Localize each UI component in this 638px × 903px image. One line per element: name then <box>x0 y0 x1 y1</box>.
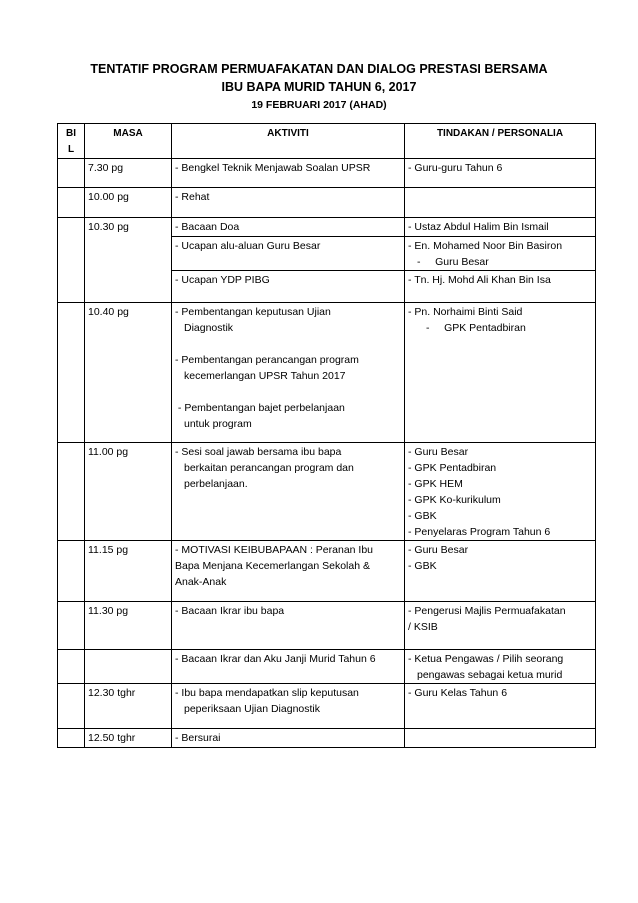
document-title-line-2: IBU BAPA MURID TAHUN 6, 2017 <box>221 80 417 94</box>
aktiviti-cell: - Ucapan YDP PIBG <box>172 271 405 303</box>
aktiviti-line: - Pembentangan keputusan Ujian <box>175 306 331 318</box>
tindakan-line: - GBK <box>408 510 437 522</box>
masa-cell: 10.30 pg <box>85 218 172 303</box>
tindakan-line: - Penyelaras Program Tahun 6 <box>408 526 551 538</box>
table-row <box>58 650 596 684</box>
tindakan-cell <box>405 188 596 218</box>
aktiviti-cell <box>172 541 405 602</box>
table-row <box>58 303 596 443</box>
header-bil-part-1: BI <box>66 128 76 139</box>
schedule-table <box>57 123 596 748</box>
bil-cell <box>58 218 85 303</box>
tindakan-line: - Pengerusi Majlis Permuafakatan <box>408 605 566 617</box>
aktiviti-cell: - Bacaan Ikrar dan Aku Janji Murid Tahun 6 <box>172 650 405 684</box>
tindakan-line: - Guru Besar <box>408 446 469 458</box>
table-row <box>58 541 596 602</box>
table-row <box>58 159 596 188</box>
tindakan-line: - Pn. Norhaimi Binti Said <box>408 306 523 318</box>
aktiviti-line: - Sesi soal jawab bersama ibu bapa <box>175 446 342 458</box>
bil-cell <box>58 443 85 541</box>
bil-cell <box>58 541 85 602</box>
tindakan-line: - Guru Besar <box>408 544 469 556</box>
table-row <box>58 729 596 748</box>
tindakan-cell: - Guru-guru Tahun 6 <box>405 159 596 188</box>
tindakan-cell: - Tn. Hj. Mohd Ali Khan Bin Isa <box>405 271 596 303</box>
aktiviti-line: kecemerlangan UPSR Tahun 2017 <box>184 370 346 382</box>
document-date: 19 FEBRUARI 2017 (AHAD) <box>251 99 387 111</box>
masa-cell <box>85 650 172 684</box>
table-row <box>58 218 596 237</box>
aktiviti-cell: - Bersurai <box>172 729 405 748</box>
tindakan-cell <box>405 602 596 650</box>
bil-cell <box>58 188 85 218</box>
aktiviti-line: peperiksaan Ujian Diagnostik <box>184 703 320 715</box>
masa-cell: 10.00 pg <box>85 188 172 218</box>
masa-cell: 12.30 tghr <box>85 684 172 729</box>
tindakan-cell <box>405 237 596 271</box>
bil-cell <box>58 650 85 684</box>
masa-cell: 11.15 pg <box>85 541 172 602</box>
aktiviti-line: - MOTIVASI KEIBUBAPAAN : Peranan Ibu <box>175 544 374 556</box>
aktiviti-cell <box>172 684 405 729</box>
bil-cell <box>58 159 85 188</box>
tindakan-line: - GPK Ko-kurikulum <box>408 494 501 506</box>
document-title-line-1: TENTATIF PROGRAM PERMUAFAKATAN DAN DIALOG PRESTASI BERSAMA <box>90 62 548 76</box>
aktiviti-line: - Pembentangan bajet perbelanjaan <box>175 402 345 414</box>
spacer <box>175 336 401 352</box>
bil-cell <box>58 729 85 748</box>
table-row <box>58 684 596 729</box>
bil-cell <box>58 602 85 650</box>
aktiviti-line: perbelanjaan. <box>184 478 248 490</box>
masa-cell: 11.30 pg <box>85 602 172 650</box>
tindakan-line: / KSIB <box>408 621 438 633</box>
aktiviti-cell <box>172 303 405 443</box>
tindakan-line: - GBK <box>408 560 437 572</box>
aktiviti-line: untuk program <box>184 418 252 430</box>
masa-cell: 10.40 pg <box>85 303 172 443</box>
table-row <box>58 602 596 650</box>
header-tindakan: TINDAKAN / PERSONALIA <box>405 124 596 159</box>
aktiviti-cell: - Bacaan Doa <box>172 218 405 237</box>
aktiviti-line: - Ibu bapa mendapatkan slip keputusan <box>175 687 359 699</box>
tindakan-line: - Ketua Pengawas / Pilih seorang <box>408 653 564 665</box>
bil-cell <box>58 684 85 729</box>
tindakan-line: - En. Mohamed Noor Bin Basiron <box>408 240 563 252</box>
aktiviti-line: berkaitan perancangan program dan <box>184 462 354 474</box>
aktiviti-cell <box>172 443 405 541</box>
aktiviti-cell: - Bengkel Teknik Menjawab Soalan UPSR <box>172 159 405 188</box>
masa-cell: 12.50 tghr <box>85 729 172 748</box>
header-masa: MASA <box>85 124 172 159</box>
aktiviti-line: Diagnostik <box>184 322 234 334</box>
aktiviti-line: - Pembentangan perancangan program <box>175 354 359 366</box>
tindakan-line: - GPK Pentadbiran <box>426 322 526 334</box>
tindakan-cell <box>405 443 596 541</box>
tindakan-cell: - Guru Kelas Tahun 6 <box>405 684 596 729</box>
aktiviti-line: Bapa Menjana Kecemerlangan Sekolah & <box>175 560 370 572</box>
masa-cell: 11.00 pg <box>85 443 172 541</box>
tindakan-line: - GPK Pentadbiran <box>408 462 497 474</box>
tindakan-line: - GPK HEM <box>408 478 463 490</box>
table-row <box>58 443 596 541</box>
header-bil <box>58 124 85 159</box>
tindakan-line: pengawas sebagai ketua murid <box>417 669 563 681</box>
table-header-row <box>58 124 596 159</box>
tindakan-cell <box>405 541 596 602</box>
tindakan-cell: - Ustaz Abdul Halim Bin Ismail <box>405 218 596 237</box>
header-bil-part-2: L <box>67 144 75 155</box>
table-row <box>58 188 596 218</box>
tindakan-cell <box>405 303 596 443</box>
tindakan-cell <box>405 729 596 748</box>
aktiviti-cell: - Rehat <box>172 188 405 218</box>
aktiviti-line: Anak-Anak <box>175 576 227 588</box>
aktiviti-cell: - Ucapan alu-aluan Guru Besar <box>172 237 405 271</box>
tindakan-line: - Guru Besar <box>417 256 489 268</box>
spacer <box>175 384 401 400</box>
header-aktiviti: AKTIVITI <box>172 124 405 159</box>
tindakan-cell <box>405 650 596 684</box>
aktiviti-cell: - Bacaan Ikrar ibu bapa <box>172 602 405 650</box>
masa-cell: 7.30 pg <box>85 159 172 188</box>
bil-cell <box>58 303 85 443</box>
